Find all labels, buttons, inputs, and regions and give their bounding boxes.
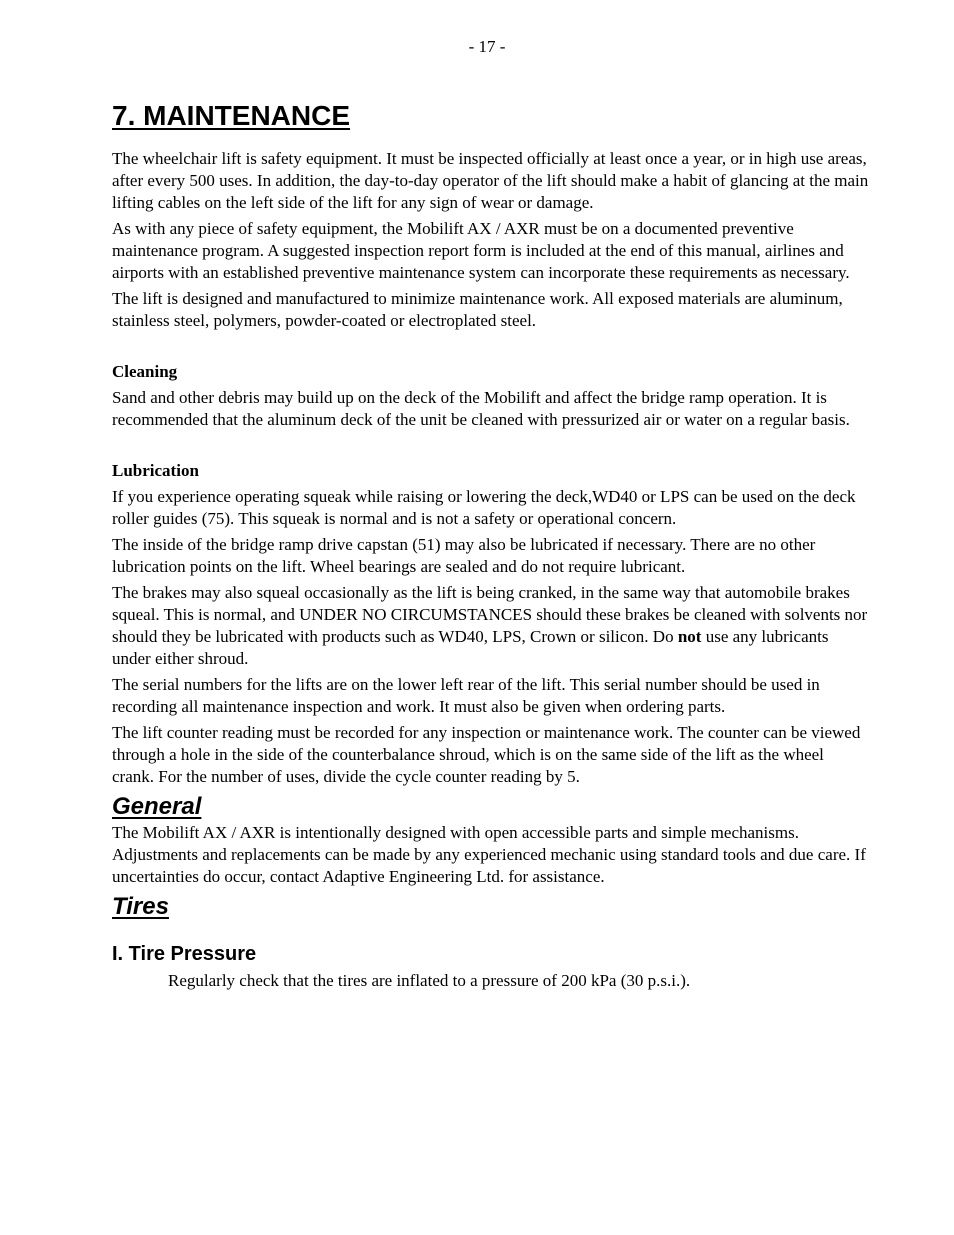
intro-paragraph-2: As with any piece of safety equipment, the Mobilift AX / AXR must be on a documented preventive maintenance program. A suggested inspection report form is included at the end of this manual, airlines and airports with an established preventive maintenance system can incorporate these requirements as necessary. <box>112 219 850 282</box>
general-heading: General <box>112 793 202 820</box>
lubrication-paragraph-1: If you experience operating squeak while raising or lowering the deck,WD40 or LPS can be used on the deck roller guides (75). This squeak is normal and is not a safety or operational concern. <box>112 487 856 528</box>
lubrication-paragraph-5: The lift counter reading must be recorded for any inspection or maintenance work. The counter can be viewed through a hole in the side of the counterbalance shroud, which is on the same side of the lift as the wheel crank. For the number of uses, divide the cycle counter reading by 5. <box>112 723 861 786</box>
lubrication-paragraph-3-end: use any lubricants under either shroud. <box>112 627 829 668</box>
intro-paragraph-1: The wheelchair lift is safety equipment. It must be inspected officially at least once a year, or in high use areas, after every 500 uses. In addition, the day-to-day operator of the lift should make a habit of glancing at the main lifting cables on the left side of the lift for any sign of wear or damage. <box>112 149 869 212</box>
emphasis-not: not <box>677 627 702 646</box>
lubrication-heading: Lubrication <box>112 461 199 480</box>
cleaning-heading: Cleaning <box>112 362 178 381</box>
intro-paragraph-3: The lift is designed and manufactured to minimize maintenance work. All exposed materials are aluminum, stainless steel, polymers, powder-coated or electroplated steel. <box>112 289 843 330</box>
tire-pressure-heading: I. Tire Pressure <box>112 943 257 965</box>
cleaning-paragraph: Sand and other debris may build up on the deck of the Mobilift and affect the bridge ramp operation. It is recommended that the aluminum deck of the unit be cleaned with pressurized air or water on a regular basis. <box>112 388 850 429</box>
lubrication-paragraph-2: The inside of the bridge ramp drive capstan (51) may also be lubricated if necessary. There are no other lubrication points on the lift. Wheel bearings are sealed and do not require lubricant. <box>112 535 816 576</box>
section-title: 7. MAINTENANCE <box>112 100 351 131</box>
tires-heading: Tires <box>112 893 169 920</box>
page-number: - 17 - <box>468 37 506 56</box>
tire-pressure-paragraph: Regularly check that the tires are inflated to a pressure of 200 kPa (30 p.s.i.). <box>168 971 691 990</box>
lubrication-paragraph-3-start: The brakes may also squeal occasionally as the lift is being cranked, in the same way that automobile brakes squeal. This is normal, and UNDER NO CIRCUMSTANCES should these brakes be cleaned with solvents nor should they be lubricated with products such as WD40, LPS, Crown or silicon. Do <box>112 583 868 646</box>
lubrication-paragraph-3 <box>112 582 870 670</box>
general-paragraph: The Mobilift AX / AXR is intentionally designed with open accessible parts and simple mechanisms. Adjustments and replacements can be made by any experienced mechanic using standard tools and due care. If uncertainties do occur, contact Adaptive Engineering Ltd. for assistance. <box>112 823 866 886</box>
page-content <box>112 98 870 996</box>
lubrication-paragraph-4: The serial numbers for the lifts are on the lower left rear of the lift. This serial number should be used in recording all maintenance inspection and work. It must also be given when ordering parts. <box>112 675 820 716</box>
